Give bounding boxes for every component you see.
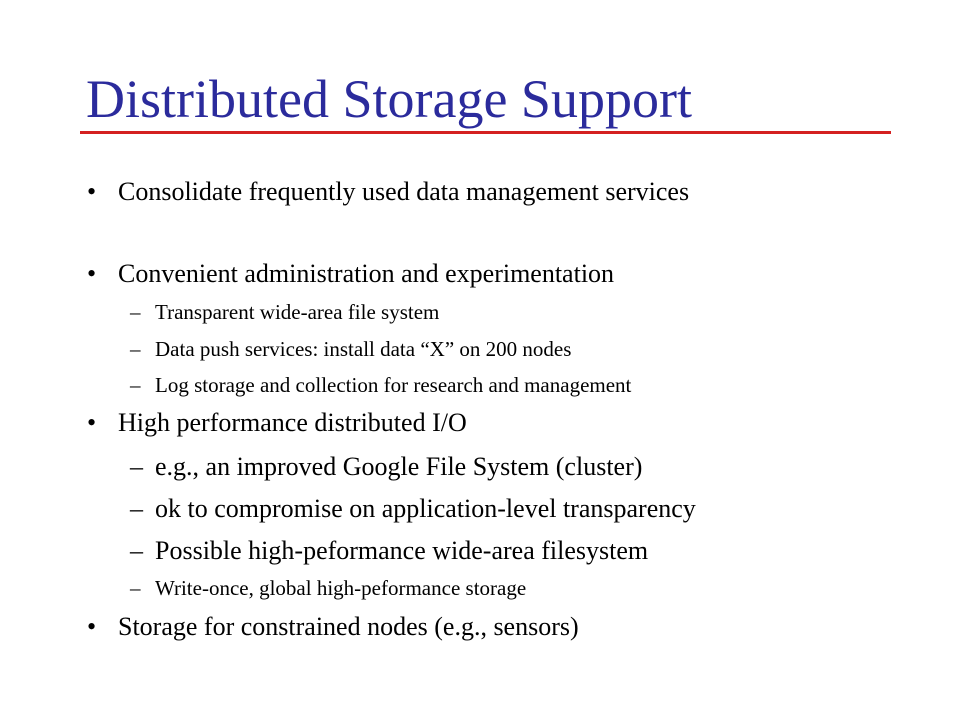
sub-bullet-marker: –: [130, 300, 141, 324]
bullet-marker: •: [87, 612, 97, 641]
sub-bullet-text: Log storage and collection for research and management: [155, 373, 632, 397]
sub-bullet-text: Data push services: install data “X” on 200 nodes: [155, 337, 572, 361]
sub-bullet-text: e.g., an improved Google File System (cluster): [155, 452, 643, 481]
bullet-text: Storage for constrained nodes (e.g., sensors): [118, 612, 579, 641]
sub-bullet-marker: –: [130, 337, 141, 361]
bullet-marker: •: [87, 259, 97, 288]
title-underline: [80, 131, 891, 134]
sub-bullet-text: ok to compromise on application-level transparency: [155, 494, 696, 523]
bullet-text: Consolidate frequently used data management services: [118, 177, 690, 206]
sub-bullet-marker: –: [130, 576, 141, 600]
sub-bullet-marker: –: [130, 452, 143, 481]
bullet-text: Convenient administration and experimentation: [118, 259, 615, 288]
bullet-text: High performance distributed I/O: [118, 408, 467, 437]
bullet-marker: •: [87, 177, 97, 206]
sub-bullet-text: Write-once, global high-peformance storage: [155, 576, 527, 600]
bullet-marker: •: [87, 408, 97, 437]
sub-bullet-marker: –: [130, 373, 141, 397]
sub-bullet-marker: –: [130, 536, 143, 565]
sub-bullet-text: Possible high-peformance wide-area filesystem: [155, 536, 649, 565]
sub-bullet-text: Transparent wide-area file system: [155, 300, 440, 324]
sub-bullet-marker: –: [130, 494, 143, 523]
slide-title: Distributed Storage Support: [86, 69, 692, 129]
